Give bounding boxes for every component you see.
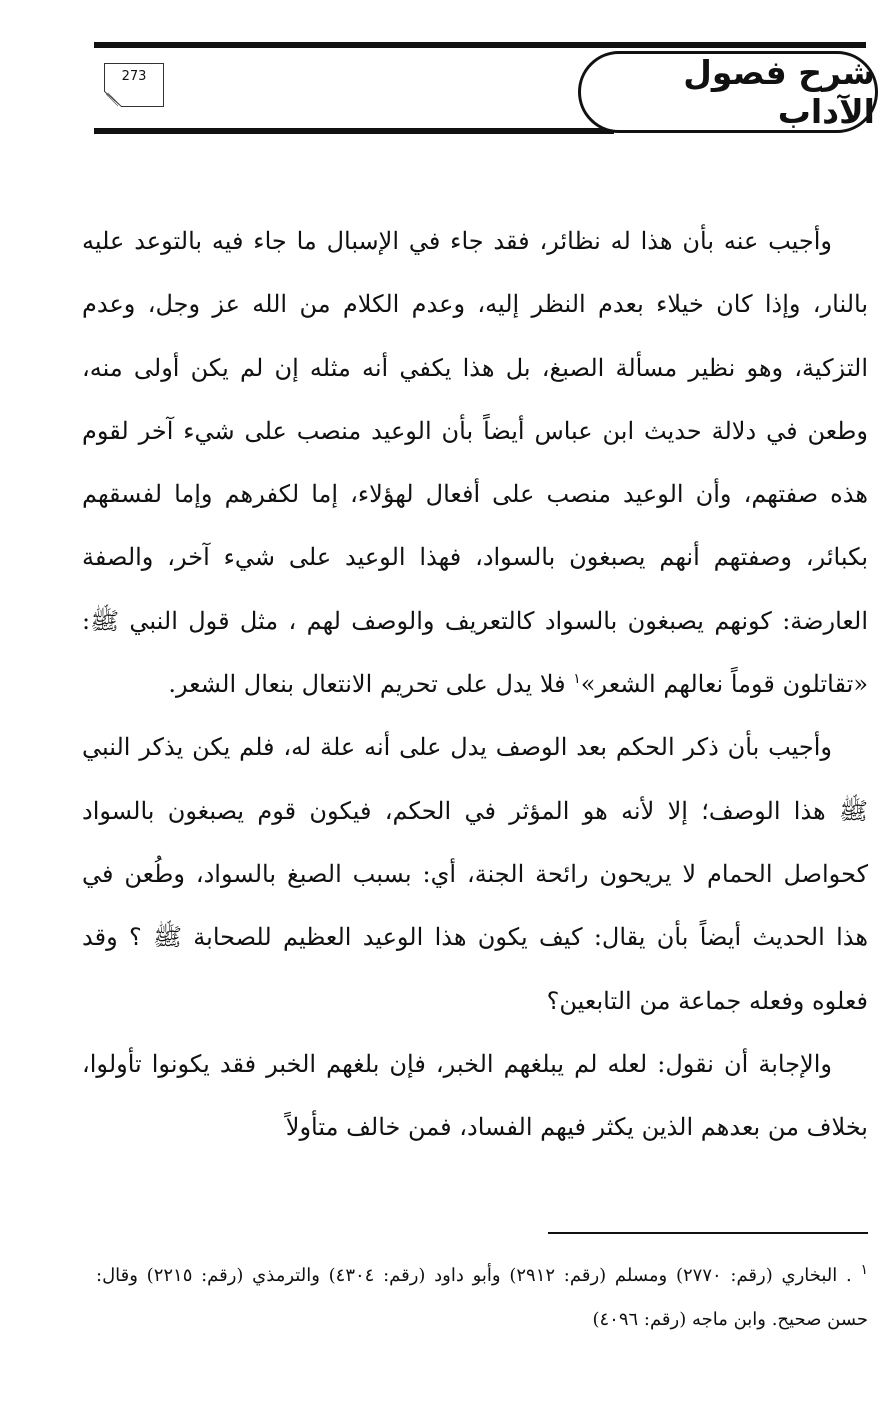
book-title-box (578, 51, 878, 133)
header-top-rule (94, 42, 866, 48)
footnote-separator (548, 1232, 868, 1234)
footnote-marker: ١ (573, 671, 581, 688)
page-number-box (104, 63, 164, 107)
paragraph-1 (82, 210, 868, 716)
header-bottom-rule (94, 128, 614, 134)
page-curl-icon (104, 91, 122, 107)
footnotes (96, 1254, 868, 1342)
paragraph-1-text: وأجيب عنه بأن هذا له نظائر، فقد جاء في الإسبال ما جاء فيه بالتوعد عليه بالنار، وإذا كان خيلاء بعدم النظر إليه، وعدم الكلام من الله عز وجل، وعدم التزكية، وهو نظير مسألة الصبغ، بل هذا يكفي أنه مثله إن لم يكن أولى منه، وطعن في دلالة حديث ابن عباس أيضاً بأن الوعيد منصب على شيء آخر لقوم هذه صفتهم، وأن الوعيد منصب على أفعال لهؤلاء، إما لكفرهم وإما لفسقهم بكبائر، وصفتهم أنهم يصبغون بالسواد، فهذا الوعيد على شيء آخر، والصفة العارضة: كونهم يصبغون بالسواد كالتعريف والوصف لهم ، مثل قول النبي ﷺ: «تقاتلون قوماً نعالهم الشعر» (82, 227, 869, 699)
book-title: شرح فصول الآداب (683, 53, 875, 131)
paragraph-2: وأجيب بأن ذكر الحكم بعد الوصف يدل على أنه علة له، فلم يكن يذكر النبي ﷺ هذا الوصف؛ إلا لأنه هو المؤثر في الحكم، فيكون قوم يصبغون بالسواد كحواصل الحمام لا يريحون رائحة الجنة، أي: بسبب الصبغ بالسواد، وطُعن في هذا الحديث أيضاً بأن يقال: كيف يكون هذا الوعيد العظيم للصحابة ﷺ ؟ وقد فعلوه وفعله جماعة من التابعين؟ (82, 733, 868, 1015)
paragraph-1-tail: فلا يدل على تحريم الانتعال بنعال الشعر. (168, 670, 574, 699)
main-text (82, 210, 868, 1159)
page-number: 273 (121, 69, 147, 84)
footnote-1-text: . البخاري (رقم: ٢٧٧٠) ومسلم (رقم: ٢٩١٢) وأبو داود (رقم: ٤٣٠٤) والترمذي (رقم: ٢٢١٥) وقال: حسن صحيح. وابن ماجه (رقم: ٤٠٩٦) (96, 1265, 868, 1330)
paragraph-3: والإجابة أن نقول: لعله لم يبلغهم الخبر، فإن بلغهم الخبر فقد يكونوا تأولوا، بخلاف من بعدهم الذين يكثر فيهم الفساد، فمن خالف متأولاً (82, 1049, 868, 1142)
footnote-1 (96, 1254, 868, 1342)
footnote-1-marker: ١ (860, 1262, 869, 1278)
